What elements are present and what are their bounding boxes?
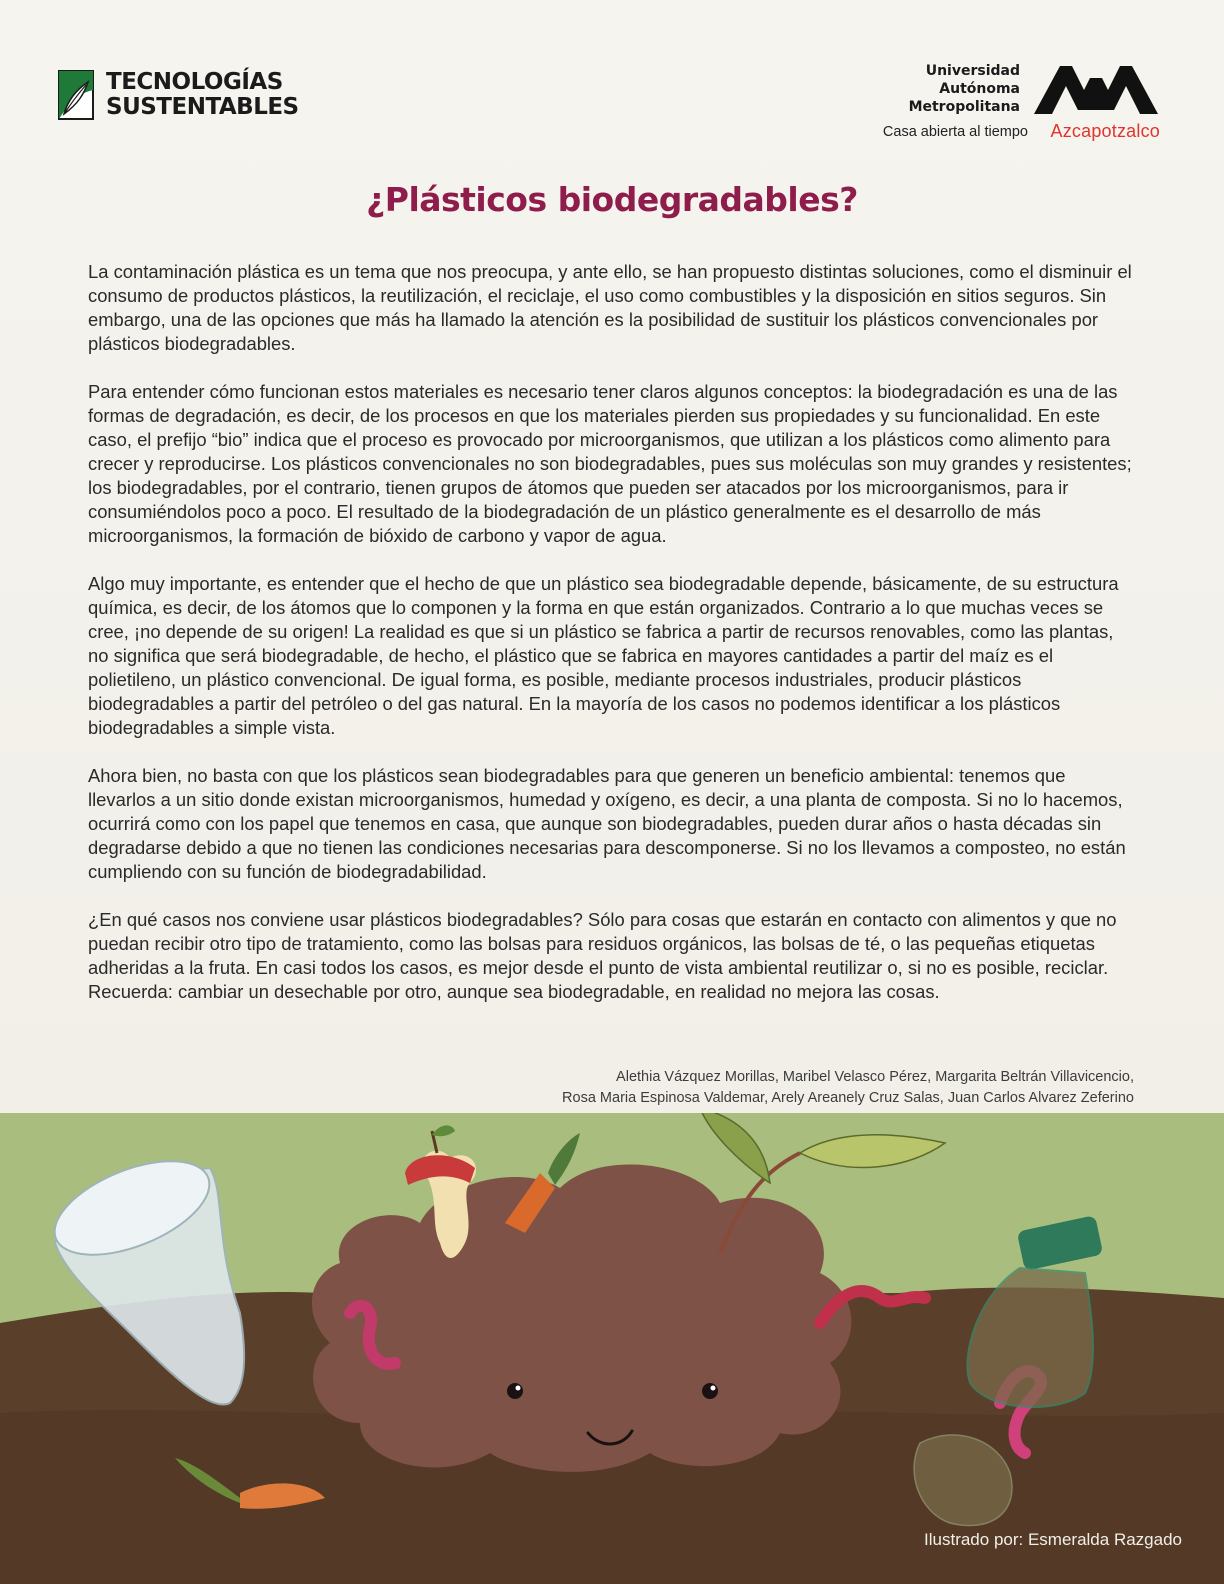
left-eye xyxy=(507,1383,523,1399)
university-name-line3: Metropolitana xyxy=(908,99,1020,115)
uam-logo-block xyxy=(840,60,1160,144)
illustration-credit: Ilustrado por: Esmeralda Razgado xyxy=(924,1530,1182,1549)
university-motto: Casa abierta al tiempo xyxy=(882,124,1028,140)
university-name xyxy=(909,62,1020,116)
tecnologias-sustentables-logo xyxy=(58,70,299,120)
logo-text-line1: TECNOLOGÍAS xyxy=(106,69,283,95)
article-title: ¿Plásticos biodegradables? xyxy=(366,180,858,219)
article-body xyxy=(88,260,1136,1028)
leaf-icon xyxy=(58,70,94,120)
compost-illustration xyxy=(0,1113,1224,1584)
paragraph-5: ¿En qué casos nos conviene usar plásticos biodegradables? Sólo para cosas que estarán en contacto con alimentos y que no puedan recibir otro tipo de tratamiento, como las bolsas para residuos orgánicos, las bolsas de té, o las pequeñas etiquetas adheridas a la fruta. En casi todos los casos, es mejor desde el punto de vista ambiental reutilizar o, si no es posible, reciclar. Recuerda: cambiar un desechable por otro, aunque sea biodegradable, en realidad no mejora las cosas. xyxy=(88,909,1117,1002)
authors-line2: Rosa Maria Espinosa Valdemar, Arely Areanely Cruz Salas, Juan Carlos Alvarez Zeferino xyxy=(562,1090,1134,1106)
logo-text xyxy=(106,70,299,120)
university-name-line1: Universidad xyxy=(925,63,1020,79)
university-campus: Azcapotzalco xyxy=(1050,121,1160,141)
authors-line1: Alethia Vázquez Morillas, Maribel Velasco Pérez, Margarita Beltrán Villavicencio, xyxy=(616,1069,1134,1085)
university-name-line2: Autónoma xyxy=(939,81,1020,97)
paragraph-1: La contaminación plástica es un tema que nos preocupa, y ante ello, se han propuesto distintas soluciones, como el disminuir el consumo de productos plásticos, la reutilización, el reciclaje, el uso como combustibles y la disposición en sitios seguros. Sin embargo, una de las opciones que más ha llamado la atención es la posibilidad de sustituir los plásticos convencionales por plásticos biodegradables. xyxy=(88,261,1132,354)
logo-text-line2: SUSTENTABLES xyxy=(106,94,299,120)
paragraph-3: Algo muy importante, es entender que el hecho de que un plástico sea biodegradable depende, básicamente, de su estructura química, es decir, de los átomos que lo componen y la forma en que están organizados. Contrario a lo que muchas veces se cree, ¡no depende de su origen! La realidad es que si un plástico se fabrica a partir de recursos renovables, como las plantas, no significa que será biodegradable, de hecho, el plástico que se fabrica en mayores cantidades a partir del maíz es el polietileno, un plástico convencional. De igual forma, es posible, mediante procesos industriales, producir plásticos biodegradables a partir del petróleo o del gas natural. En la mayoría de los casos no podemos identificar a los plásticos biodegradables a simple vista. xyxy=(88,573,1119,738)
paragraph-2: Para entender cómo funcionan estos materiales es necesario tener claros algunos conceptos: la biodegradación es una de las formas de degradación, es decir, de los procesos en que los materiales pierden sus propiedades y su funcionalidad. En este caso, el prefijo “bio” indica que el proceso es provocado por microorganismos, que utilizan a los plásticos como alimento para crecer y reproducirse. Los plásticos convencionales no son biodegradables, pues sus moléculas son muy grandes y resistentes; los biodegradables, por el contrario, tienen grupos de átomos que pueden ser atacados por los microorganismos, para ir consumiéndolos poco a poco. El resultado de la biodegradación de un plástico generalmente es el desarrollo de más microorganismos, la formación de bióxido de carbono y vapor de agua. xyxy=(88,381,1132,546)
right-eye xyxy=(702,1383,718,1399)
uam-symbol-icon xyxy=(1032,60,1160,116)
paragraph-4: Ahora bien, no basta con que los plásticos sean biodegradables para que generen un beneficio ambiental: tenemos que llevarlos a un sitio donde existan microorganismos, humedad y oxígeno, es decir, a una planta de composta. Si no lo hacemos, ocurrirá como con los papel que tenemos en casa, que aunque son biodegradables, pueden durar años o hasta décadas sin degradarse debido a que no tienen las condiciones necesarias para descomponerse. Si no los llevamos a composteo, no están cumpliendo con su función de biodegradabilidad. xyxy=(88,765,1126,882)
authors xyxy=(562,1067,1134,1109)
